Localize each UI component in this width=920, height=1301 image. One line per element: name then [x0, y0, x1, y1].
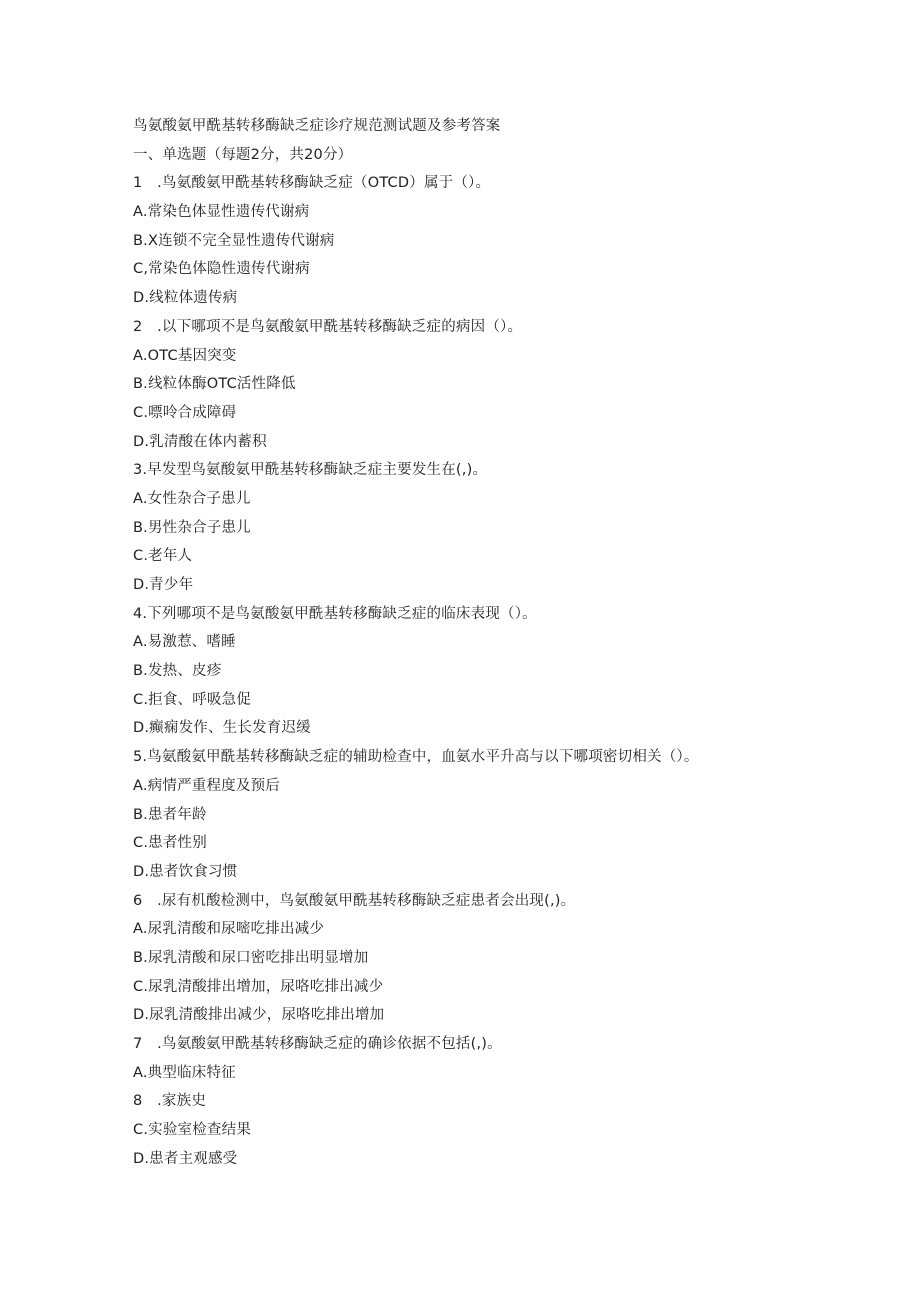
answer-option: D.青少年 [133, 577, 194, 593]
answer-option: A.易激惹、嗜睡 [133, 634, 236, 651]
question-list [133, 169, 893, 1173]
answer-option: C.嘌呤合成障碍 [133, 404, 237, 421]
answer-option: A.OTC基因突变 [133, 347, 237, 364]
answer-option: D.尿乳清酸排出减少，尿咯吃排出增加 [133, 1007, 385, 1024]
answer-option: B.尿乳清酸和尿口密吃排出明显增加 [133, 949, 369, 966]
section-heading: 一、单选题（每题2分，共20分） [133, 146, 353, 163]
question-stem: 2 .以下哪项不是鸟氨酸氨甲酰基转移酶缺乏症的病因（）。 [133, 318, 523, 335]
question-stem: 3.早发型鸟氨酸氨甲酰基转移酶缺乏症主要发生在(,)。 [133, 462, 488, 479]
question-stem: 7 .鸟氨酸氨甲酰基转移酶缺乏症的确诊依据不包括(,)。 [133, 1036, 502, 1052]
document-title: 鸟氨酸氨甲酰基转移酶缺乏症诊疗规范测试题及参考答案 [133, 118, 501, 134]
answer-option: B.X连锁不完全显性遗传代谢病 [133, 232, 335, 249]
question-stem: 8 .家族史 [133, 1093, 207, 1110]
question-stem: 4.下列哪项不是鸟氨酸氨甲酰基转移酶缺乏症的临床表现（）。 [133, 605, 537, 622]
answer-option: D.癫痫发作、生长发育迟缓 [133, 720, 311, 737]
answer-option: C.尿乳清酸排出增加，尿咯吃排出减少 [133, 978, 384, 995]
answer-option: A.典型临床特征 [133, 1064, 236, 1081]
answer-option: D.线粒体遗传病 [133, 290, 238, 307]
answer-option: C.拒食、呼吸急促 [133, 691, 252, 708]
answer-option: C.患者性别 [133, 835, 207, 852]
answer-option: A.病情严重程度及预后 [133, 777, 280, 794]
answer-option: C.老年人 [133, 548, 193, 565]
answer-option: B.患者年龄 [133, 806, 207, 823]
answer-option: D.患者饮食习惯 [133, 863, 238, 880]
answer-option: C.实验室检查结果 [133, 1122, 252, 1139]
answer-option: B.发热、皮疹 [133, 663, 222, 680]
question-stem: 1 .鸟氨酸氨甲酰基转移酶缺乏症（OTCD）属于（）。 [133, 175, 491, 192]
answer-option: D.乳清酸在体内蓄积 [133, 433, 267, 450]
question-stem: 5.鸟氨酸氨甲酰基转移酶缺乏症的辅助检查中，血氨水平升高与以下哪项密切相关（）。 [133, 749, 699, 766]
answer-option: A.常染色体显性遗传代谢病 [133, 204, 310, 221]
answer-option: C,常染色体隐性遗传代谢病 [133, 261, 310, 278]
document-page [133, 112, 893, 1173]
question-stem: 6 .尿有机酸检测中，鸟氨酸氨甲酰基转移酶缺乏症患者会出现(,)。 [133, 892, 576, 909]
answer-option: B.男性杂合子患儿 [133, 519, 251, 536]
answer-option: A.女性杂合子患儿 [133, 490, 251, 507]
answer-option: D.患者主观感受 [133, 1150, 238, 1167]
answer-option: B.线粒体酶OTC活性降低 [133, 376, 296, 393]
answer-option: A.尿乳清酸和尿嘧吃排出减少 [133, 921, 325, 938]
